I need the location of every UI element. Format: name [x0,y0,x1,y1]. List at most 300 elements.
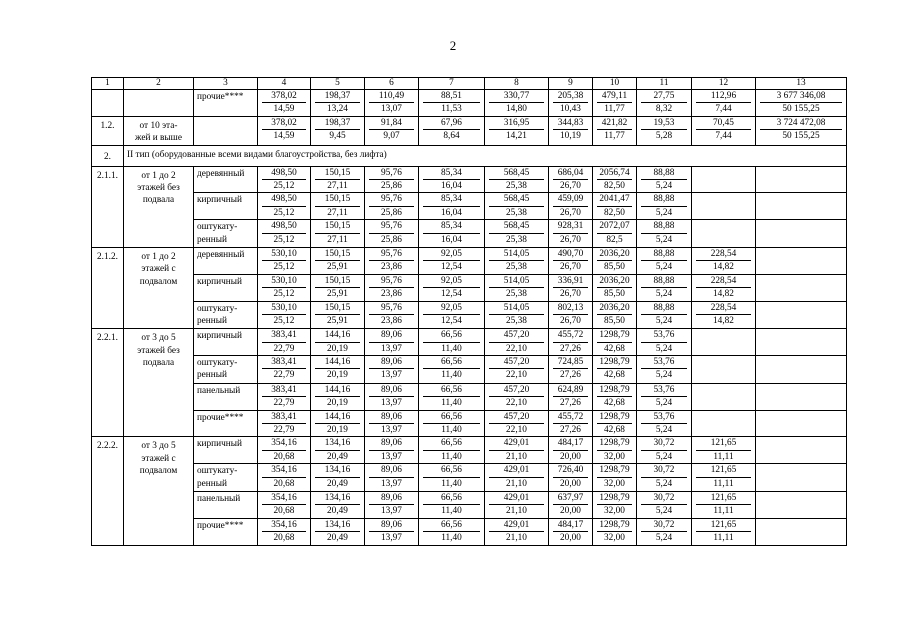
denominator-value: 13,24 [327,104,348,115]
value-cell [365,518,419,545]
wall-material [194,329,258,356]
denominator-value: 27,26 [560,370,581,381]
value-cell [485,193,549,220]
denominator-value [692,233,755,245]
column-header: 11 [637,78,692,90]
numerator-value: 66,56 [423,437,480,450]
numerator-value: 30,72 [641,492,687,505]
numerator-value [756,167,846,179]
value-cell [692,356,756,384]
denominator-value: 12,54 [441,315,462,326]
value-cell [549,274,593,301]
value-cell [311,383,365,410]
wall-material-line: оштукату- [197,466,238,477]
denominator-value: 11,40 [441,425,462,436]
denominator-value: 23,86 [381,289,402,300]
value-cell [549,90,593,117]
wall-material [194,437,258,464]
row-code [92,247,124,328]
value-cell [419,437,485,464]
numerator-value: 30,72 [641,464,687,477]
numerator-value: 205,38 [553,90,588,103]
value-cell [756,274,847,301]
denominator-value: 25,12 [273,315,295,326]
value-cell [593,301,637,329]
denominator-value: 25,38 [506,315,527,326]
floor-description [124,166,194,247]
numerator-value: 27,75 [641,90,687,103]
wall-material-line: оштукату- [197,222,238,233]
denominator-value: 23,86 [381,315,402,326]
wall-material [194,464,258,492]
numerator-value: 498,50 [262,193,306,206]
value-cell [485,437,549,464]
numerator-value: 53,76 [641,384,687,397]
value-cell [593,491,637,518]
row-code-text: 2.2.2. [97,441,118,452]
wall-material-line: прочие**** [197,520,244,531]
denominator-value: 20,00 [560,478,581,489]
floor-description-line: этажей с [141,264,176,275]
floor-description [124,90,194,117]
floor-description-line: подвала [142,195,175,206]
numerator-value: 316,95 [489,117,544,130]
denominator-value: 11,40 [441,343,462,354]
value-cell [311,220,365,248]
column-header: 5 [311,78,365,90]
value-cell [485,356,549,384]
denominator-value: 27,26 [560,343,581,354]
wall-material [194,247,258,274]
value-cell [311,90,365,117]
numerator-value: 354,16 [262,519,306,532]
denominator-value: 13,97 [381,343,402,354]
wall-material [194,518,258,545]
value-cell [365,437,419,464]
table-row [92,116,847,145]
row-code [92,437,124,545]
numerator-value: 228,54 [696,275,751,288]
table-row [92,301,847,329]
value-cell [692,166,756,193]
wall-material-line: оштукату- [197,303,238,314]
numerator-value: 1298,79 [597,356,632,369]
denominator-value: 11,40 [441,451,462,462]
value-cell [365,220,419,248]
denominator-value: 5,24 [655,451,673,462]
value-cell [419,491,485,518]
denominator-value: 20,68 [273,533,295,544]
denominator-value: 11,40 [441,398,462,409]
numerator-value: 490,70 [553,248,588,261]
numerator-value [756,248,846,260]
value-cell [311,464,365,492]
denominator-value: 20,68 [273,451,295,462]
value-cell [637,90,692,117]
denominator-value: 13,97 [381,398,402,409]
floor-description-line: этажей с [141,453,176,464]
numerator-value: 88,88 [641,167,687,180]
column-header: 1 [92,78,124,90]
denominator-value: 20,00 [560,506,581,517]
value-cell [365,247,419,274]
value-cell [756,518,847,545]
numerator-value [692,411,755,423]
numerator-value: 530,10 [262,248,306,261]
floor-description-line: этажей без [137,345,180,356]
value-cell [692,220,756,248]
value-cell [692,491,756,518]
table-row [92,247,847,274]
denominator-value: 5,24 [655,289,673,300]
denominator-value: 25,38 [506,180,527,191]
wall-material-line: ренный [197,234,227,245]
value-cell [485,329,549,356]
value-cell [419,274,485,301]
floor-description-line: от 10 эта- [139,120,178,131]
numerator-value: 66,56 [423,411,480,424]
denominator-value: 20,49 [327,478,348,489]
table-row [92,464,847,492]
numerator-value: 67,96 [423,117,480,130]
value-cell [692,247,756,274]
table-row [92,90,847,117]
value-cell [311,274,365,301]
numerator-value: 1298,79 [597,329,632,342]
numerator-value [756,492,846,504]
numerator-value: 85,34 [423,167,480,180]
section-title: II тип (оборудованные всеми видами благоустройства, без лифта) [124,145,847,166]
value-cell [637,518,692,545]
denominator-value [756,477,846,489]
denominator-value: 5,24 [655,506,673,517]
numerator-value: 928,31 [553,220,588,233]
value-cell [593,329,637,356]
value-cell [365,329,419,356]
row-code [92,329,124,437]
value-cell [258,410,311,437]
denominator-value: 22,10 [506,343,527,354]
numerator-value: 354,16 [262,437,306,450]
column-header: 13 [756,78,847,90]
numerator-value: 1298,79 [597,492,632,505]
denominator-value: 16,04 [441,207,462,218]
numerator-value: 498,50 [262,167,306,180]
denominator-value: 25,38 [506,207,527,218]
value-cell [593,247,637,274]
value-cell [637,247,692,274]
value-cell [258,193,311,220]
denominator-value [756,368,846,380]
wall-material [194,90,258,117]
denominator-value: 13,07 [381,104,402,115]
value-cell [549,193,593,220]
value-cell [485,166,549,193]
denominator-value: 25,86 [381,234,402,245]
value-cell [258,518,311,545]
denominator-value [692,368,755,380]
value-cell [549,464,593,492]
numerator-value: 637,97 [553,492,588,505]
floor-description [124,116,194,145]
denominator-value: 26,70 [560,234,581,245]
wall-material-line: кирпичный [197,439,242,450]
denominator-value: 16,04 [441,180,462,191]
value-cell [756,90,847,117]
denominator-value: 82,5 [606,234,623,245]
numerator-value: 1298,79 [597,411,632,424]
numerator-value: 378,02 [262,90,306,103]
denominator-value [756,260,846,272]
table-row [92,166,847,193]
value-cell [419,116,485,145]
value-cell [756,116,847,145]
value-cell [637,491,692,518]
denominator-value [692,206,755,218]
numerator-value: 228,54 [696,302,751,315]
value-cell [593,220,637,248]
denominator-value: 5,24 [655,315,673,326]
denominator-value: 50 155,25 [782,131,820,142]
denominator-value: 25,91 [327,289,348,300]
numerator-value: 457,20 [489,411,544,424]
numerator-value [756,329,846,341]
row-code [92,90,124,117]
numerator-value: 66,56 [423,384,480,397]
numerator-value: 88,88 [641,193,687,206]
numerator-value: 383,41 [262,411,306,424]
numerator-value: 514,05 [489,248,544,261]
column-header: 9 [549,78,593,90]
value-cell [311,193,365,220]
section-row [92,145,847,166]
value-cell [485,90,549,117]
numerator-value: 89,06 [369,437,414,450]
value-cell [311,166,365,193]
value-cell [637,410,692,437]
floor-description-line: от 3 до 5 [141,333,176,344]
denominator-value: 21,10 [506,478,527,489]
table-row [92,410,847,437]
denominator-value: 21,10 [506,533,527,544]
numerator-value: 95,76 [369,220,414,233]
value-cell [419,356,485,384]
numerator-value: 802,13 [553,302,588,315]
denominator-value: 9,45 [329,131,346,142]
denominator-value: 25,91 [327,262,348,273]
denominator-value: 5,28 [655,131,673,142]
numerator-value: 150,15 [315,167,360,180]
numerator-value: 429,01 [489,492,544,505]
value-cell [365,274,419,301]
numerator-value: 514,05 [489,302,544,315]
value-cell [419,90,485,117]
column-header: 3 [194,78,258,90]
numerator-value: 421,82 [597,117,632,130]
denominator-value: 11,53 [441,104,462,115]
numerator-value: 112,96 [696,90,751,103]
value-cell [311,116,365,145]
wall-material-line: прочие**** [197,412,244,423]
numerator-value: 88,51 [423,90,480,103]
numerator-value: 568,45 [489,167,544,180]
numerator-value: 1298,79 [597,464,632,477]
wall-material-line: ренный [197,478,227,489]
numerator-value: 66,56 [423,329,480,342]
value-cell [593,116,637,145]
column-header: 12 [692,78,756,90]
value-cell [549,491,593,518]
numerator-value [756,275,846,287]
denominator-value [756,531,846,543]
denominator-value: 5,24 [655,478,673,489]
numerator-value: 92,05 [423,302,480,315]
denominator-value: 26,70 [560,207,581,218]
value-cell [258,166,311,193]
denominator-value [756,423,846,435]
value-cell [258,437,311,464]
value-cell [485,383,549,410]
section-code: 2. [92,145,124,166]
numerator-value: 150,15 [315,275,360,288]
numerator-value: 429,01 [489,464,544,477]
denominator-value: 42,68 [604,343,625,354]
numerator-value: 457,20 [489,384,544,397]
wall-material-line: панельный [197,385,241,396]
numerator-value: 110,49 [369,90,414,103]
numerator-value: 66,56 [423,356,480,369]
wall-material [194,274,258,301]
denominator-value: 22,10 [506,398,527,409]
denominator-value: 13,97 [381,478,402,489]
value-cell [311,410,365,437]
denominator-value: 5,24 [655,370,673,381]
numerator-value: 724,85 [553,356,588,369]
numerator-value: 121,65 [696,464,751,477]
numerator-value: 89,06 [369,519,414,532]
numerator-value: 95,76 [369,193,414,206]
denominator-value: 5,24 [655,398,673,409]
value-cell [311,329,365,356]
denominator-value: 13,97 [381,451,402,462]
value-cell [549,220,593,248]
table-row [92,274,847,301]
table-row [92,220,847,248]
denominator-value: 20,00 [560,533,581,544]
value-cell [365,166,419,193]
value-cell [593,464,637,492]
denominator-value: 11,11 [713,478,734,489]
numerator-value: 89,06 [369,356,414,369]
numerator-value: 2036,20 [597,302,632,315]
numerator-value [756,302,846,314]
value-cell [258,90,311,117]
numerator-value: 198,37 [315,90,360,103]
numerator-value: 459,09 [553,193,588,206]
value-cell [593,410,637,437]
value-cell [258,274,311,301]
value-cell [593,518,637,545]
value-cell [549,437,593,464]
denominator-value: 25,38 [506,234,527,245]
value-cell [692,383,756,410]
numerator-value: 89,06 [369,492,414,505]
numerator-value: 457,20 [489,329,544,342]
denominator-value: 22,79 [273,425,295,436]
numerator-value: 134,16 [315,492,360,505]
value-cell [637,193,692,220]
value-cell [692,301,756,329]
numerator-value: 88,88 [641,220,687,233]
numerator-value: 134,16 [315,519,360,532]
row-code-text: 2.1.2. [97,251,118,262]
value-cell [311,301,365,329]
numerator-value: 568,45 [489,220,544,233]
numerator-value: 95,76 [369,167,414,180]
value-cell [637,220,692,248]
numerator-value: 330,77 [489,90,544,103]
denominator-value: 20,68 [273,478,295,489]
wall-material [194,193,258,220]
row-code-text: 2.2.1. [97,333,118,344]
numerator-value: 150,15 [315,248,360,261]
numerator-value [756,193,846,205]
value-cell [311,356,365,384]
value-cell [692,116,756,145]
numerator-value: 383,41 [262,384,306,397]
numerator-value: 484,17 [553,519,588,532]
value-cell [549,116,593,145]
numerator-value: 89,06 [369,411,414,424]
value-cell [258,301,311,329]
numerator-value: 150,15 [315,193,360,206]
denominator-value: 85,50 [604,262,625,273]
numerator-value: 484,17 [553,437,588,450]
numerator-value: 30,72 [641,519,687,532]
wall-material-line: ренный [197,315,227,326]
numerator-value: 92,05 [423,248,480,261]
column-header: 8 [485,78,549,90]
denominator-value: 25,38 [506,262,527,273]
numerator-value: 85,34 [423,220,480,233]
denominator-value: 85,50 [604,315,625,326]
numerator-value: 70,45 [696,117,751,130]
value-cell [485,491,549,518]
table-row [92,437,847,464]
numerator-value: 88,88 [641,302,687,315]
numerator-value: 498,50 [262,220,306,233]
denominator-value [692,342,755,354]
denominator-value: 5,24 [655,343,673,354]
denominator-value [756,504,846,516]
value-cell [365,356,419,384]
numerator-value: 95,76 [369,275,414,288]
numerator-value: 354,16 [262,492,306,505]
denominator-value: 12,54 [441,289,462,300]
value-cell [549,166,593,193]
row-code [92,166,124,247]
column-header: 7 [419,78,485,90]
numerator-value: 30,72 [641,437,687,450]
value-cell [756,464,847,492]
numerator-value: 89,06 [369,384,414,397]
numerator-value: 383,41 [262,356,306,369]
column-header: 10 [593,78,637,90]
denominator-value: 5,24 [655,234,673,245]
denominator-value [756,206,846,218]
numerator-value: 89,06 [369,464,414,477]
denominator-value: 26,70 [560,289,581,300]
